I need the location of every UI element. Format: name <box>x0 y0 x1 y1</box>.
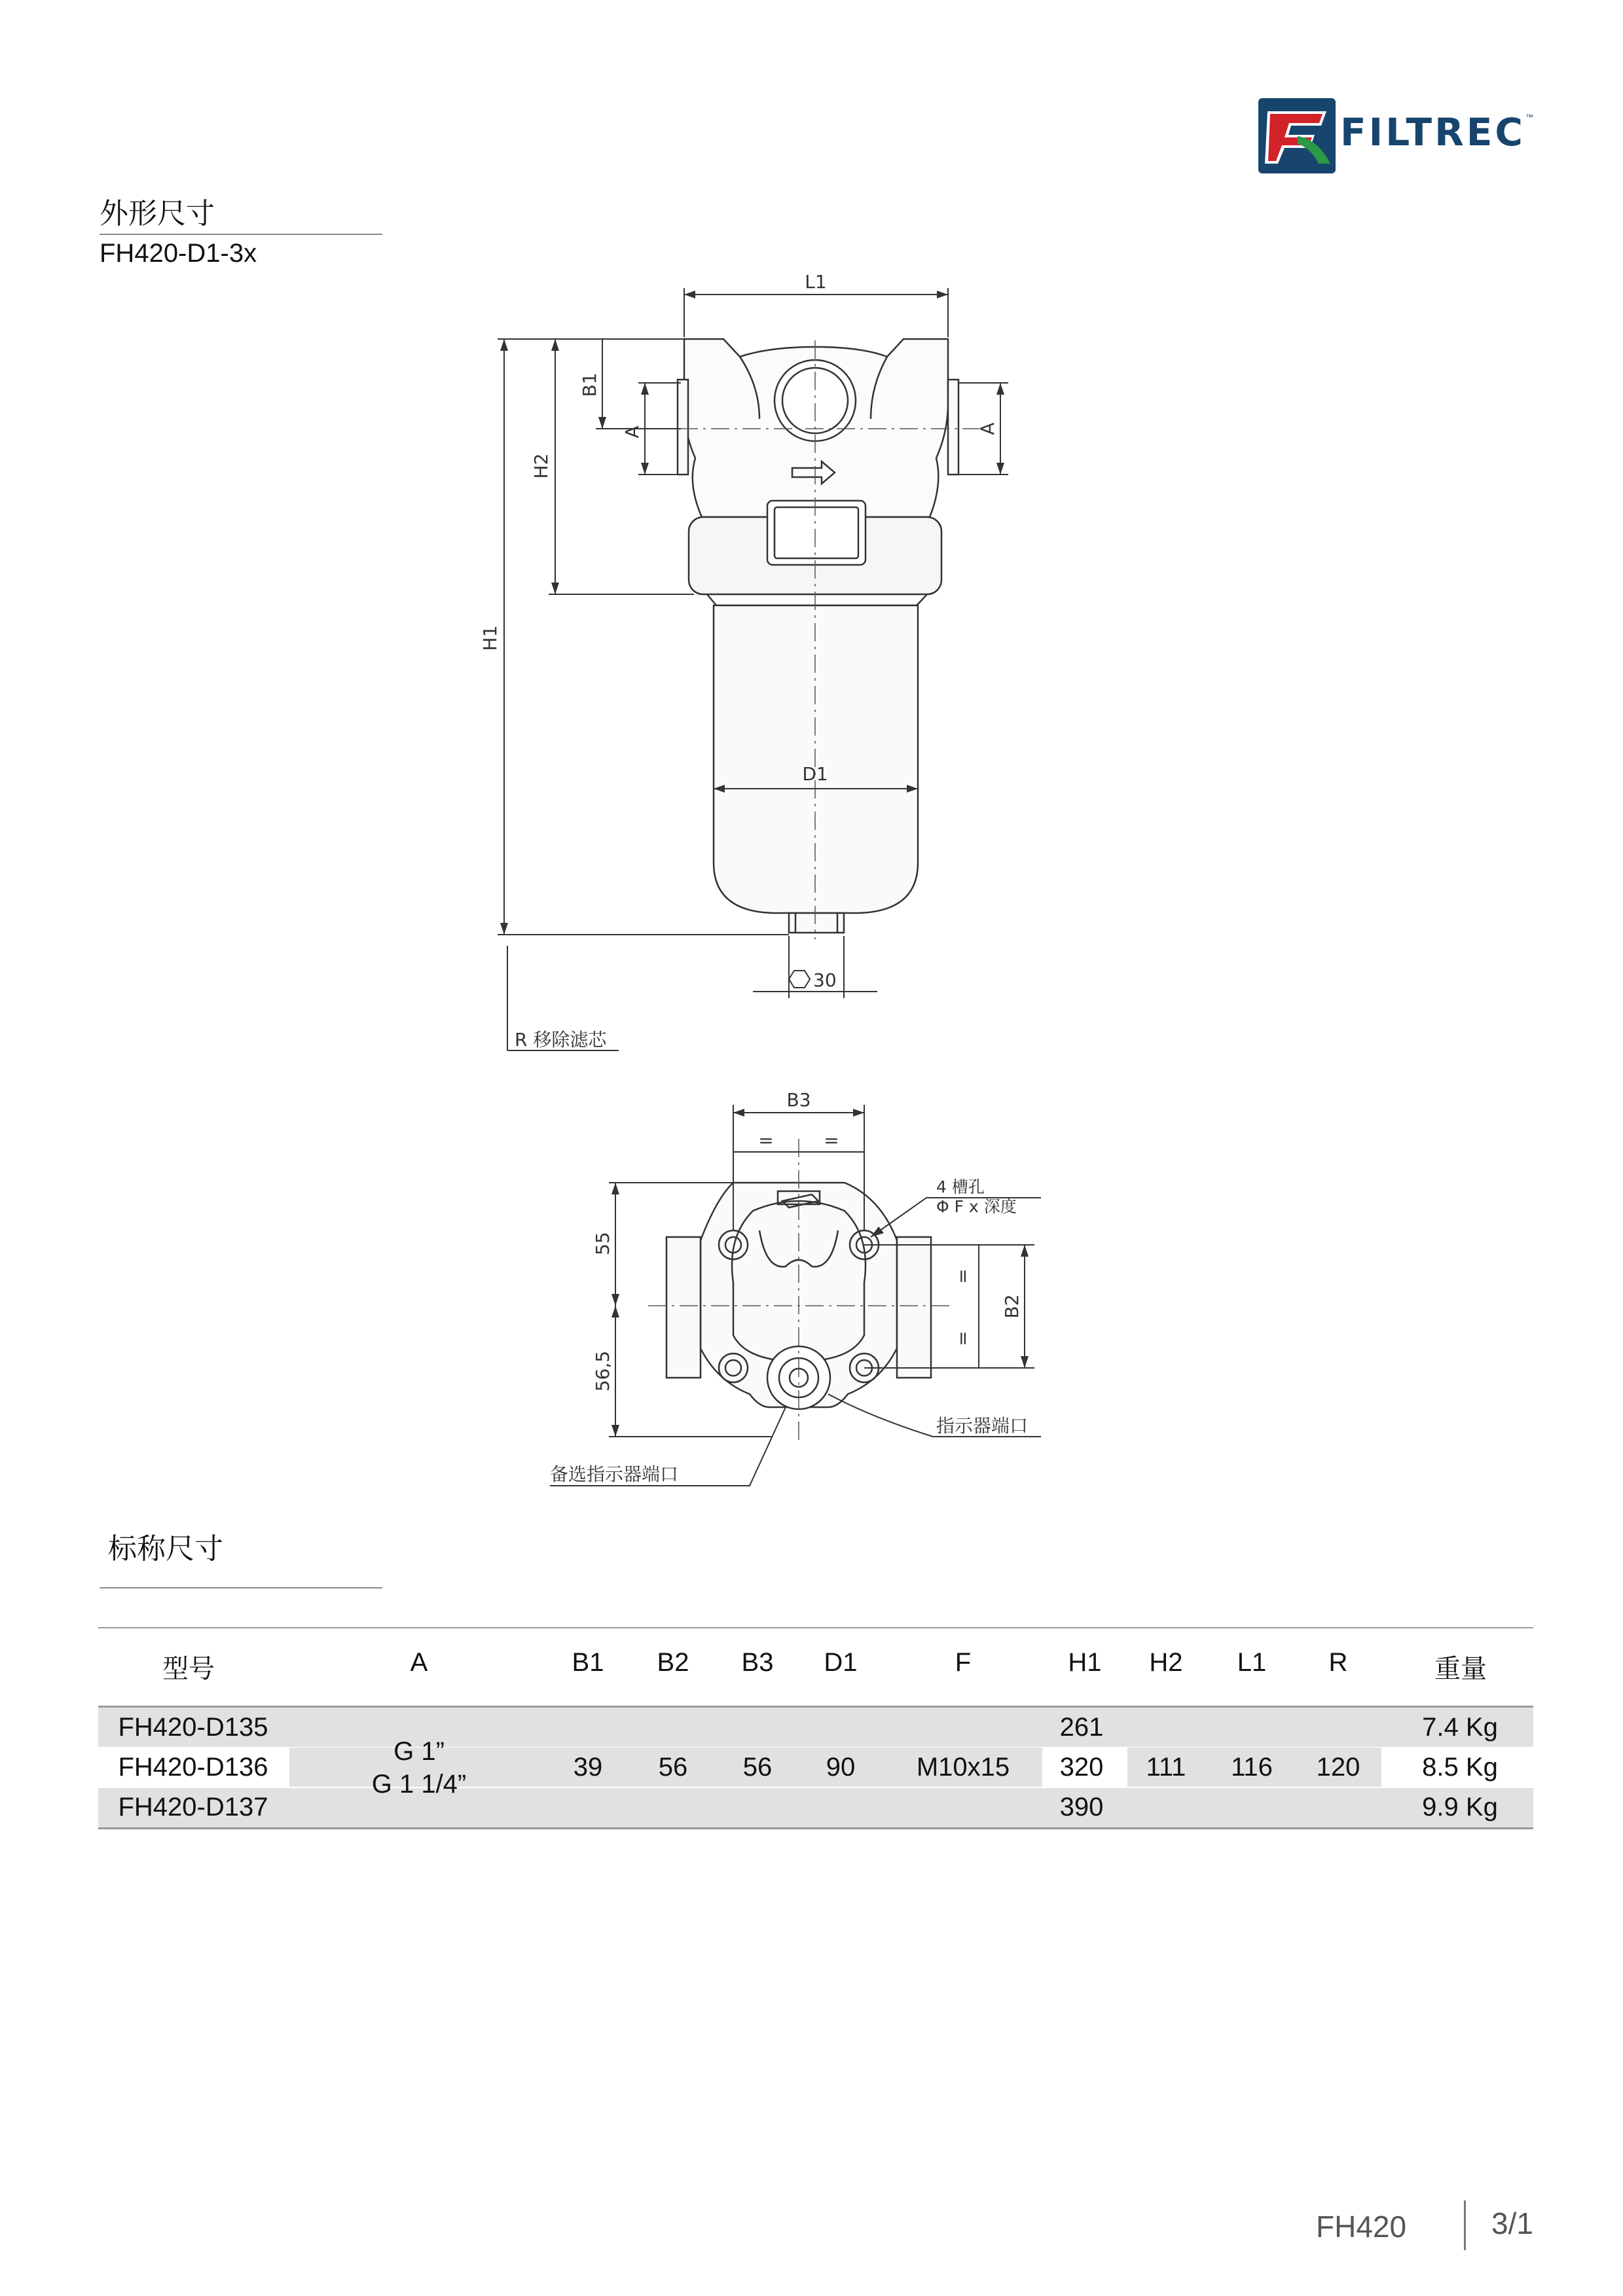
brand-name: FILTREC <box>1340 110 1525 154</box>
label-eq2: = <box>824 1130 839 1151</box>
d1-value: 90 <box>826 1753 856 1782</box>
label-indicator-port: 指示器端口 <box>936 1415 1029 1437</box>
label-remove: R 移除滤芯 <box>515 1029 607 1050</box>
b3-value: 56 <box>742 1753 773 1782</box>
label-eq3: = <box>952 1268 974 1284</box>
th-H2: H2 <box>1149 1648 1183 1677</box>
label-A-left: A <box>621 425 643 439</box>
model-row2: FH420-D136 <box>118 1753 268 1782</box>
h1-row1: 261 <box>1059 1713 1104 1742</box>
label-L1: L1 <box>805 271 827 293</box>
th-weight: 重量 <box>1434 1654 1487 1684</box>
l1-value: 116 <box>1231 1753 1273 1782</box>
label-B2: B2 <box>1001 1294 1023 1319</box>
label-eq4: = <box>952 1331 974 1346</box>
nominal-rule <box>100 1587 382 1588</box>
label-H2: H2 <box>530 453 552 479</box>
nominal-title: 标称尺寸 <box>108 1532 223 1566</box>
th-A: A <box>410 1648 428 1677</box>
label-B3: B3 <box>786 1089 811 1111</box>
label-A-right: A <box>977 422 998 435</box>
top-view-drawing <box>0 1080 1623 1505</box>
table-band-row1 <box>98 1708 1533 1747</box>
footer-divider <box>1464 2200 1466 2250</box>
label-56-5: 56,5 <box>592 1350 613 1392</box>
brand-tm: ™ <box>1525 113 1533 122</box>
hex-icon <box>789 971 810 988</box>
th-B3: B3 <box>741 1648 774 1677</box>
label-B1: B1 <box>579 372 600 397</box>
label-optional-indicator-port: 备选指示器端口 <box>550 1463 679 1485</box>
model-code: FH420-D1-3x <box>100 239 257 268</box>
footer-page: 3/1 <box>1491 2206 1533 2240</box>
h1-row3: 390 <box>1059 1793 1104 1821</box>
label-hex: 30 <box>813 969 837 991</box>
weight-row1: 7.4 Kg <box>1422 1713 1498 1742</box>
table-bottom-rule <box>98 1827 1533 1829</box>
th-B1: B1 <box>572 1648 604 1677</box>
h1-row2: 320 <box>1059 1753 1104 1782</box>
weight-row2: 8.5 Kg <box>1422 1753 1498 1782</box>
model-row3: FH420-D137 <box>118 1793 268 1821</box>
th-B2: B2 <box>657 1648 689 1677</box>
label-eq1: = <box>758 1130 774 1151</box>
label-H1: H1 <box>479 625 501 651</box>
b1-value: 39 <box>573 1753 603 1782</box>
b2-value: 56 <box>658 1753 688 1782</box>
r-value: 120 <box>1316 1753 1360 1782</box>
table-band-row3 <box>98 1788 1533 1827</box>
weight-row3: 9.9 Kg <box>1422 1793 1498 1821</box>
dimensions-title: 外形尺寸 <box>100 197 215 230</box>
label-D1: D1 <box>802 763 828 785</box>
table-top-rule <box>98 1627 1533 1628</box>
th-D1: D1 <box>824 1648 858 1677</box>
side-view-drawing <box>0 0 1623 1113</box>
th-F: F <box>955 1648 972 1677</box>
model-row1: FH420-D135 <box>118 1713 268 1742</box>
a-value-1: G 1” <box>393 1737 445 1766</box>
a-value-2: G 1 1/4” <box>371 1770 467 1799</box>
label-55: 55 <box>592 1232 613 1255</box>
label-slot-line1: 4 槽孔 <box>936 1177 985 1196</box>
f-value: M10x15 <box>916 1753 1010 1782</box>
th-model: 型号 <box>162 1654 215 1684</box>
footer-product: FH420 <box>1316 2210 1407 2244</box>
th-R: R <box>1328 1648 1348 1677</box>
h2-value: 111 <box>1146 1753 1186 1782</box>
label-slot-line2: Φ F x 深度 <box>936 1197 1017 1216</box>
th-H1: H1 <box>1068 1648 1102 1677</box>
th-L1: L1 <box>1237 1648 1267 1677</box>
